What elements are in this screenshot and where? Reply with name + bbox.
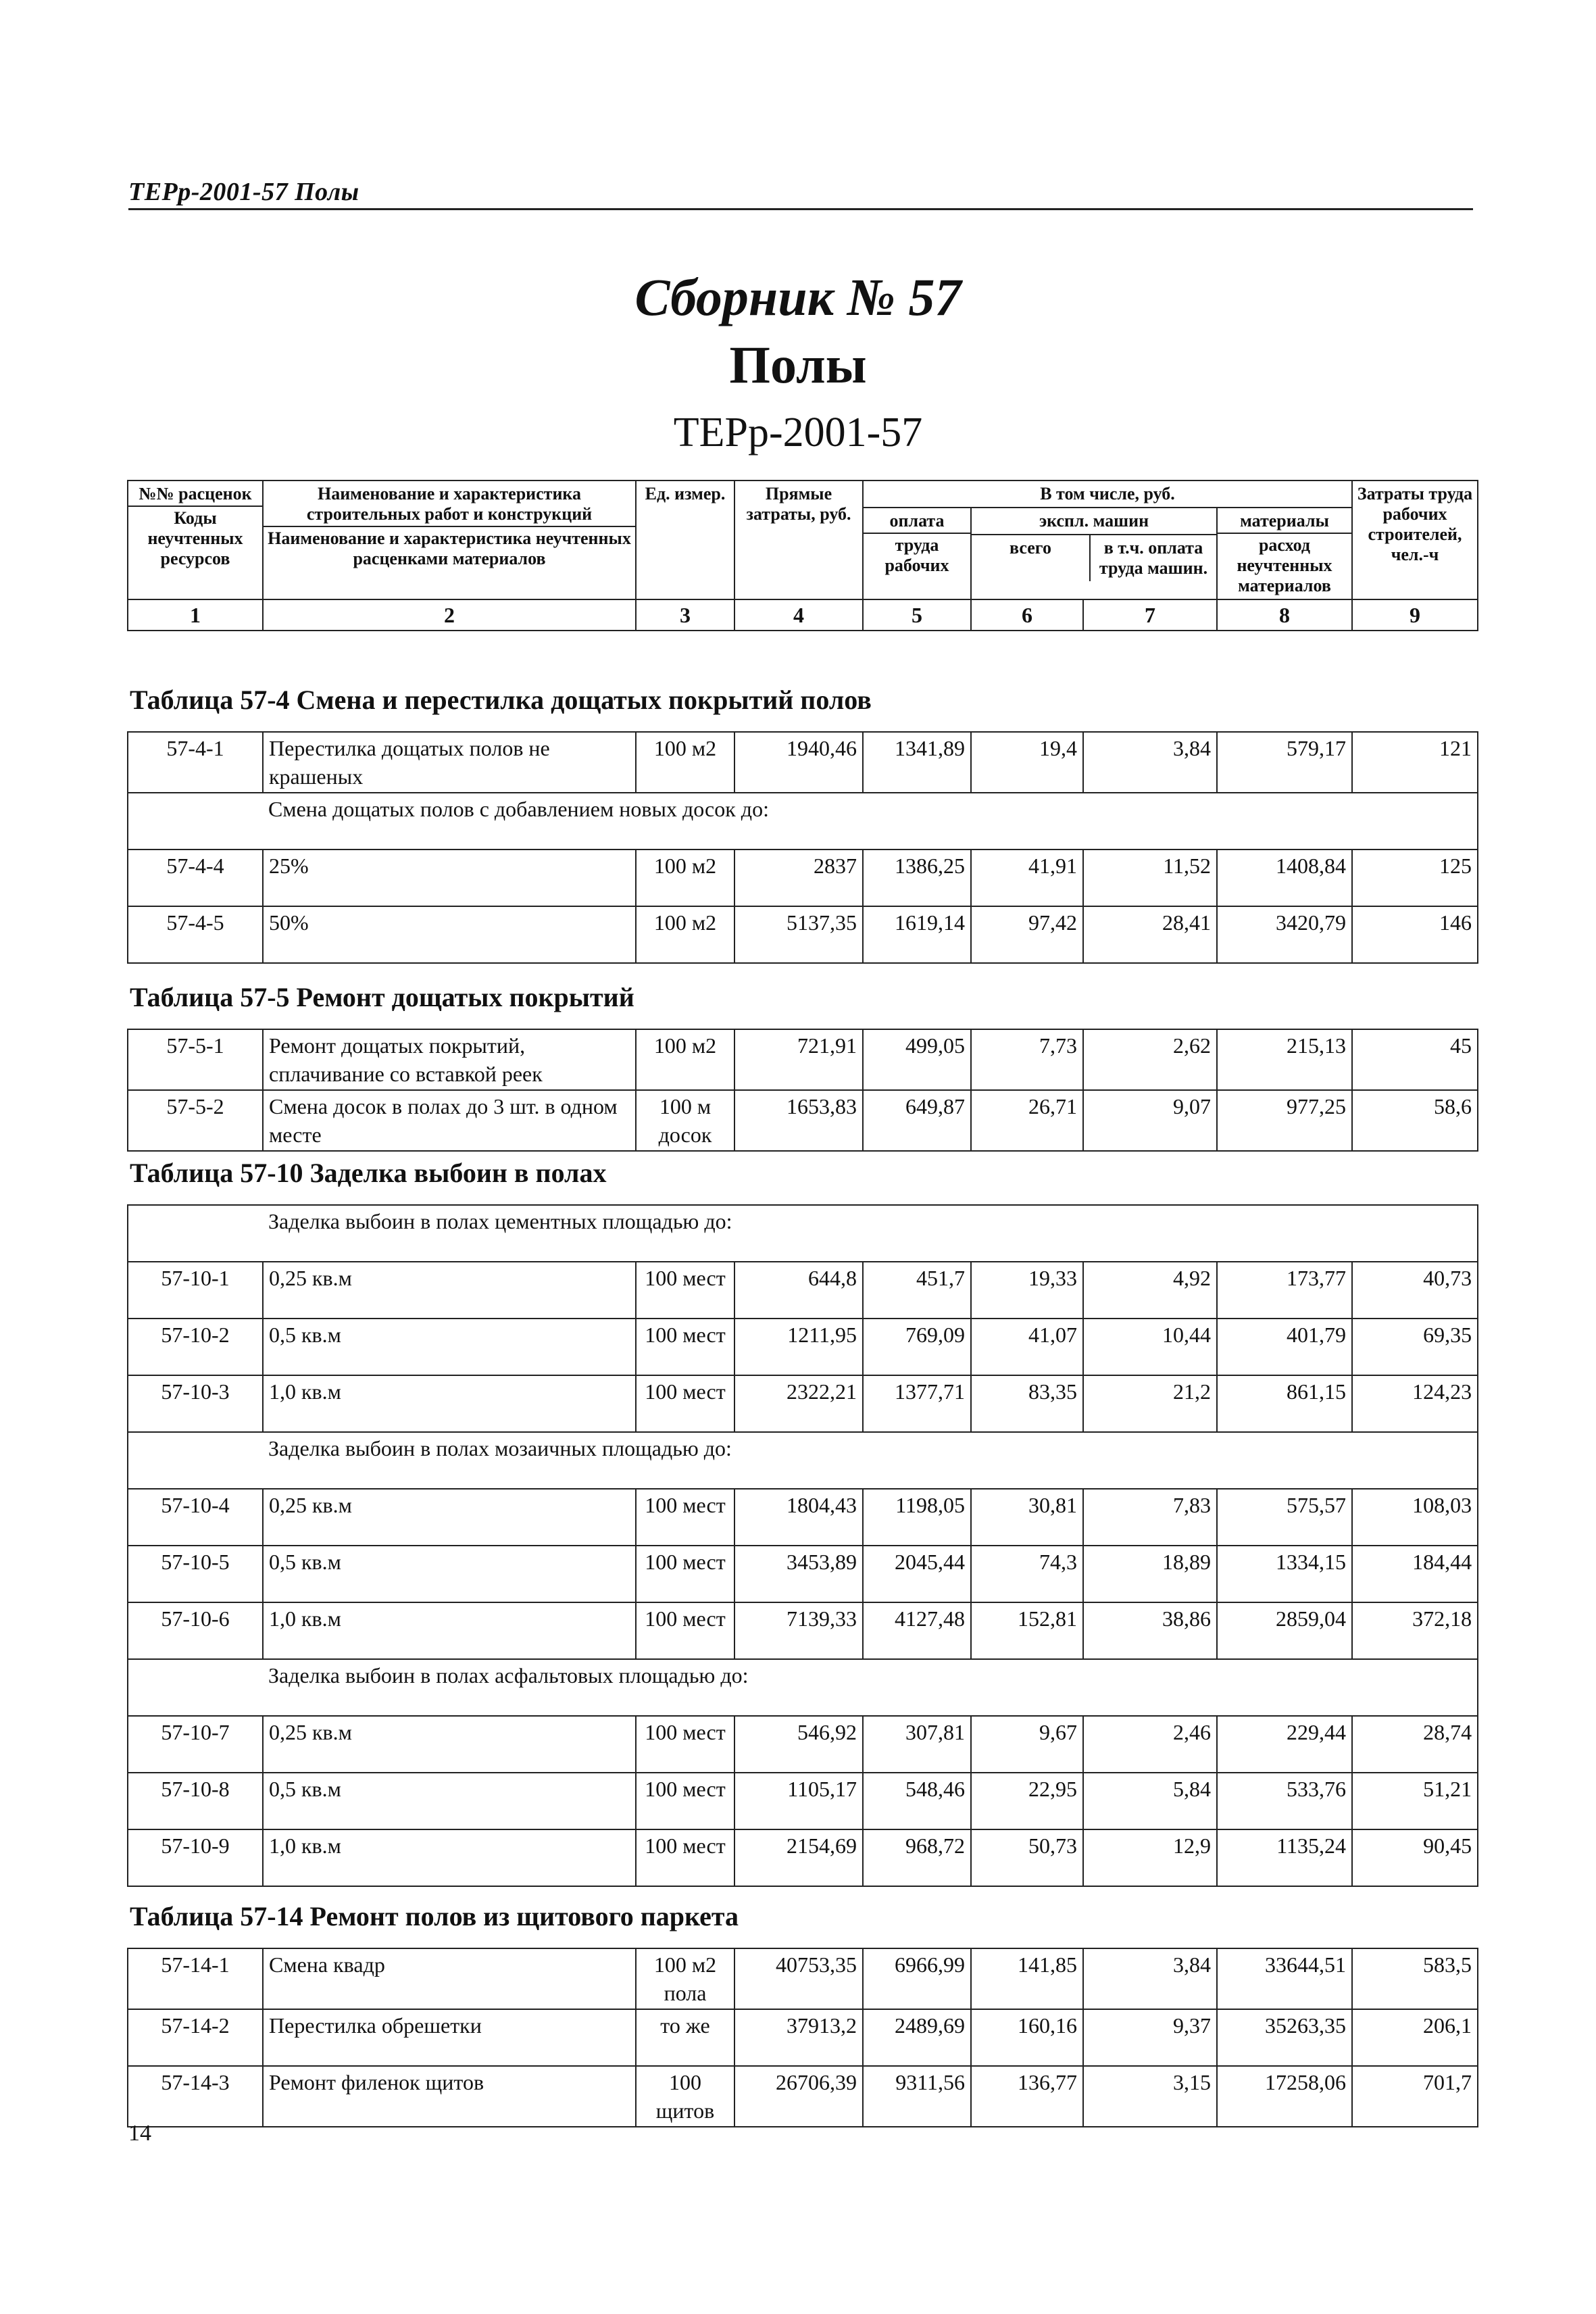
worker-wages: 1619,14 [863, 906, 971, 963]
section-title: Таблица 57-4 Смена и перестилка дощатых покрытий полов [130, 685, 872, 715]
column-number-row [128, 599, 1478, 631]
group-heading: Заделка выбоин в полах цементных площадью до: [263, 1205, 1478, 1262]
worker-wages: 451,7 [863, 1262, 971, 1319]
direct-costs: 37913,2 [734, 2009, 863, 2066]
unit: 100 м2 [636, 1029, 734, 1090]
table-row [128, 1602, 1478, 1659]
rate-code: 57-10-1 [128, 1262, 263, 1319]
machine-costs: 160,16 [971, 2009, 1083, 2066]
header-codes: №№ расценок Коды неучтенных ресурсов [128, 481, 263, 599]
direct-costs: 3453,89 [734, 1546, 863, 1602]
collection-title: Сборник № 57 [634, 268, 962, 326]
work-name: 0,25 кв.м [263, 1716, 636, 1773]
machine-costs: 26,71 [971, 1090, 1083, 1151]
material-costs: 3420,79 [1217, 906, 1352, 963]
page-number: 14 [128, 2121, 151, 2146]
unit: 100 м2 пола [636, 1948, 734, 2009]
material-costs: 977,25 [1217, 1090, 1352, 1151]
rate-code: 57-10-5 [128, 1546, 263, 1602]
column-number: 2 [263, 599, 636, 631]
unit: 100 м2 [636, 732, 734, 793]
header-name: Наименование и характеристика строительных работ и конструкций Наименование и характеристика неучтенных расценками материалов [263, 481, 636, 599]
labor-hours: 51,21 [1352, 1773, 1478, 1829]
material-costs: 2859,04 [1217, 1602, 1352, 1659]
table-row [128, 906, 1478, 963]
rate-code: 57-14-2 [128, 2009, 263, 2066]
title-block [0, 264, 1596, 466]
direct-costs: 40753,35 [734, 1948, 863, 2009]
unit: 100 мест [636, 1829, 734, 1886]
unit: 100 мест [636, 1375, 734, 1432]
material-costs: 35263,35 [1217, 2009, 1352, 2066]
work-name: Ремонт дощатых покрытий, сплачивание со вставкой реек [263, 1029, 636, 1090]
direct-costs: 1940,46 [734, 732, 863, 793]
unit: 100 м досок [636, 1090, 734, 1151]
direct-costs: 26706,39 [734, 2066, 863, 2127]
material-costs: 215,13 [1217, 1029, 1352, 1090]
group-heading: Заделка выбоин в полах мозаичных площадью до: [263, 1432, 1478, 1489]
table-row [128, 1375, 1478, 1432]
group-heading-row [128, 1205, 1478, 1262]
work-name: 1,0 кв.м [263, 1375, 636, 1432]
section-title: Таблица 57-5 Ремонт дощатых покрытий [130, 982, 634, 1012]
rate-code: 57-14-3 [128, 2066, 263, 2127]
table-row [128, 1262, 1478, 1319]
work-name: 50% [263, 906, 636, 963]
labor-hours: 58,6 [1352, 1090, 1478, 1151]
material-costs: 401,79 [1217, 1319, 1352, 1375]
rate-code: 57-5-1 [128, 1029, 263, 1090]
unit: 100 мест [636, 1262, 734, 1319]
work-name: Ремонт филенок щитов [263, 2066, 636, 2127]
direct-costs: 7139,33 [734, 1602, 863, 1659]
machine-wages: 4,92 [1083, 1262, 1217, 1319]
rate-code: 57-4-4 [128, 850, 263, 906]
labor-hours: 40,73 [1352, 1262, 1478, 1319]
group-heading-row [128, 1659, 1478, 1716]
direct-costs: 644,8 [734, 1262, 863, 1319]
unit: 100 мест [636, 1319, 734, 1375]
material-costs: 33644,51 [1217, 1948, 1352, 2009]
machine-costs: 22,95 [971, 1773, 1083, 1829]
rate-code: 57-10-7 [128, 1716, 263, 1773]
table-row [128, 1773, 1478, 1829]
machine-wages: 11,52 [1083, 850, 1217, 906]
machine-costs: 152,81 [971, 1602, 1083, 1659]
direct-costs: 2837 [734, 850, 863, 906]
material-costs: 17258,06 [1217, 2066, 1352, 2127]
machine-wages: 7,83 [1083, 1489, 1217, 1546]
labor-hours: 45 [1352, 1029, 1478, 1090]
unit: 100 мест [636, 1546, 734, 1602]
header-direct-costs: Прямые затраты, руб. [734, 481, 863, 599]
group-heading-row [128, 1432, 1478, 1489]
machine-wages: 9,07 [1083, 1090, 1217, 1151]
group-heading: Смена дощатых полов с добавлением новых досок до: [263, 793, 1478, 850]
machine-costs: 9,67 [971, 1716, 1083, 1773]
table-row [128, 1716, 1478, 1773]
labor-hours: 184,44 [1352, 1546, 1478, 1602]
header-unit: Ед. измер. [636, 481, 734, 599]
table-row [128, 1319, 1478, 1375]
worker-wages: 968,72 [863, 1829, 971, 1886]
direct-costs: 2154,69 [734, 1829, 863, 1886]
rate-code: 57-4-1 [128, 732, 263, 793]
unit: 100 мест [636, 1773, 734, 1829]
rate-code: 57-14-1 [128, 1948, 263, 2009]
rates-table [127, 1029, 1478, 1152]
machine-wages: 3,84 [1083, 1948, 1217, 2009]
header-materials: материалы расход неучтенных материалов [1217, 508, 1352, 599]
labor-hours: 206,1 [1352, 2009, 1478, 2066]
work-name: Перестилка обрешетки [263, 2009, 636, 2066]
direct-costs: 1653,83 [734, 1090, 863, 1151]
table-row [128, 1489, 1478, 1546]
machine-wages: 12,9 [1083, 1829, 1217, 1886]
header-labor-costs: Затраты труда рабочих строителей, чел.-ч [1352, 481, 1478, 599]
machine-wages: 9,37 [1083, 2009, 1217, 2066]
worker-wages: 2489,69 [863, 2009, 971, 2066]
table-row [128, 2009, 1478, 2066]
worker-wages: 1386,25 [863, 850, 971, 906]
worker-wages: 1198,05 [863, 1489, 971, 1546]
column-number: 8 [1217, 599, 1352, 631]
labor-hours: 90,45 [1352, 1829, 1478, 1886]
code-title: ТЕРр-2001-57 [673, 410, 923, 456]
worker-wages: 6966,99 [863, 1948, 971, 2009]
material-costs: 173,77 [1217, 1262, 1352, 1319]
rate-code: 57-10-3 [128, 1375, 263, 1432]
machine-wages: 18,89 [1083, 1546, 1217, 1602]
work-name: 0,5 кв.м [263, 1546, 636, 1602]
table-row [128, 1029, 1478, 1090]
worker-wages: 499,05 [863, 1029, 971, 1090]
section-title: Таблица 57-10 Заделка выбоин в полах [130, 1158, 607, 1188]
work-name: 0,25 кв.м [263, 1262, 636, 1319]
material-costs: 575,57 [1217, 1489, 1352, 1546]
rate-code: 57-4-5 [128, 906, 263, 963]
labor-hours: 583,5 [1352, 1948, 1478, 2009]
column-number: 7 [1083, 599, 1217, 631]
header-rule [128, 208, 1473, 210]
column-number: 5 [863, 599, 971, 631]
column-number: 3 [636, 599, 734, 631]
work-name: 0,5 кв.м [263, 1773, 636, 1829]
labor-hours: 69,35 [1352, 1319, 1478, 1375]
rate-code: 57-10-4 [128, 1489, 263, 1546]
direct-costs: 546,92 [734, 1716, 863, 1773]
rate-code: 57-10-2 [128, 1319, 263, 1375]
work-name: 0,25 кв.м [263, 1489, 636, 1546]
machine-costs: 30,81 [971, 1489, 1083, 1546]
machine-costs: 50,73 [971, 1829, 1083, 1886]
material-costs: 1135,24 [1217, 1829, 1352, 1886]
header-group: В том числе, руб. [863, 481, 1352, 508]
machine-wages: 28,41 [1083, 906, 1217, 963]
header-machines: экспл. машин всего в т.ч. оплата труда машин. [971, 508, 1217, 599]
machine-costs: 19,4 [971, 732, 1083, 793]
material-costs: 861,15 [1217, 1375, 1352, 1432]
machine-costs: 97,42 [971, 906, 1083, 963]
machine-wages: 5,84 [1083, 1773, 1217, 1829]
direct-costs: 5137,35 [734, 906, 863, 963]
machine-wages: 3,15 [1083, 2066, 1217, 2127]
header-machines-total: всего [972, 535, 1091, 581]
table-row [128, 1948, 1478, 2009]
table-row [128, 732, 1478, 793]
rates-table [127, 731, 1478, 964]
table-row [128, 1829, 1478, 1886]
unit: то же [636, 2009, 734, 2066]
labor-hours: 146 [1352, 906, 1478, 963]
header-wages: оплата труда рабочих [863, 508, 971, 599]
material-costs: 1334,15 [1217, 1546, 1352, 1602]
unit: 100 м2 [636, 906, 734, 963]
machine-wages: 38,86 [1083, 1602, 1217, 1659]
machine-costs: 41,07 [971, 1319, 1083, 1375]
worker-wages: 649,87 [863, 1090, 971, 1151]
work-name: 1,0 кв.м [263, 1829, 636, 1886]
rates-table [127, 1948, 1478, 2127]
worker-wages: 307,81 [863, 1716, 971, 1773]
unit: 100 м2 [636, 850, 734, 906]
section-title: Таблица 57-14 Ремонт полов из щитового паркета [130, 1901, 739, 1931]
header-machines-wages: в т.ч. оплата труда машин. [1099, 538, 1208, 578]
worker-wages: 1377,71 [863, 1375, 971, 1432]
unit: 100 мест [636, 1489, 734, 1546]
rate-code: 57-10-8 [128, 1773, 263, 1829]
worker-wages: 548,46 [863, 1773, 971, 1829]
rate-code: 57-10-6 [128, 1602, 263, 1659]
material-costs: 533,76 [1217, 1773, 1352, 1829]
direct-costs: 1105,17 [734, 1773, 863, 1829]
labor-hours: 121 [1352, 732, 1478, 793]
unit: 100 мест [636, 1716, 734, 1773]
column-header-table [127, 480, 1478, 631]
rate-code: 57-10-9 [128, 1829, 263, 1886]
machine-wages: 3,84 [1083, 732, 1217, 793]
column-number: 4 [734, 599, 863, 631]
machine-wages: 21,2 [1083, 1375, 1217, 1432]
direct-costs: 721,91 [734, 1029, 863, 1090]
worker-wages: 1341,89 [863, 732, 971, 793]
work-name: 1,0 кв.м [263, 1602, 636, 1659]
material-costs: 229,44 [1217, 1716, 1352, 1773]
table-row [128, 850, 1478, 906]
machine-costs: 7,73 [971, 1029, 1083, 1090]
machine-costs: 83,35 [971, 1375, 1083, 1432]
column-number: 9 [1352, 599, 1478, 631]
machine-wages: 2,46 [1083, 1716, 1217, 1773]
machine-costs: 136,77 [971, 2066, 1083, 2127]
machine-wages: 10,44 [1083, 1319, 1217, 1375]
table-row [128, 2066, 1478, 2127]
work-name: Смена квадр [263, 1948, 636, 2009]
running-head: ТЕРр-2001-57 Полы [128, 178, 359, 206]
work-name: 0,5 кв.м [263, 1319, 636, 1375]
group-heading: Заделка выбоин в полах асфальтовых площадью до: [263, 1659, 1478, 1716]
labor-hours: 28,74 [1352, 1716, 1478, 1773]
direct-costs: 1211,95 [734, 1319, 863, 1375]
labor-hours: 701,7 [1352, 2066, 1478, 2127]
unit: 100 щитов [636, 2066, 734, 2127]
labor-hours: 372,18 [1352, 1602, 1478, 1659]
column-number: 1 [128, 599, 263, 631]
labor-hours: 125 [1352, 850, 1478, 906]
unit: 100 мест [636, 1602, 734, 1659]
machine-costs: 141,85 [971, 1948, 1083, 2009]
main-title: Полы [729, 335, 867, 394]
machine-costs: 41,91 [971, 850, 1083, 906]
worker-wages: 4127,48 [863, 1602, 971, 1659]
labor-hours: 108,03 [1352, 1489, 1478, 1546]
rates-table [127, 1204, 1478, 1887]
column-number: 6 [971, 599, 1083, 631]
rate-code: 57-5-2 [128, 1090, 263, 1151]
labor-hours: 124,23 [1352, 1375, 1478, 1432]
work-name: 25% [263, 850, 636, 906]
work-name: Перестилка дощатых полов не крашеных [263, 732, 636, 793]
group-heading-row [128, 793, 1478, 850]
worker-wages: 769,09 [863, 1319, 971, 1375]
machine-wages: 2,62 [1083, 1029, 1217, 1090]
direct-costs: 1804,43 [734, 1489, 863, 1546]
work-name: Смена досок в полах до 3 шт. в одном месте [263, 1090, 636, 1151]
machine-costs: 19,33 [971, 1262, 1083, 1319]
worker-wages: 9311,56 [863, 2066, 971, 2127]
table-row [128, 1090, 1478, 1151]
machine-costs: 74,3 [971, 1546, 1083, 1602]
material-costs: 579,17 [1217, 732, 1352, 793]
direct-costs: 2322,21 [734, 1375, 863, 1432]
material-costs: 1408,84 [1217, 850, 1352, 906]
worker-wages: 2045,44 [863, 1546, 971, 1602]
table-row [128, 1546, 1478, 1602]
